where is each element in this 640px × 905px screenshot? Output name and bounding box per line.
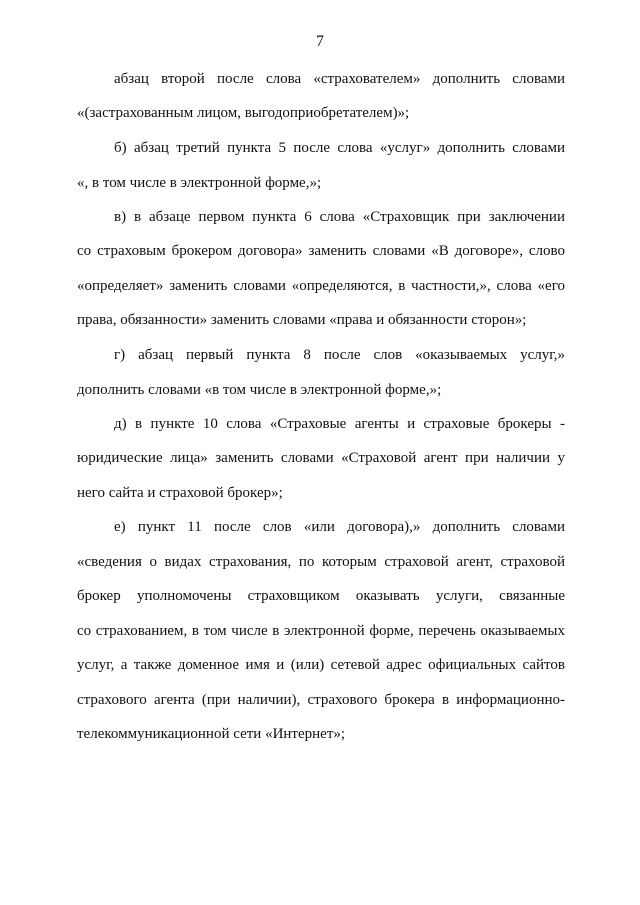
paragraph-b-line-1: б) абзац третий пункта 5 после слова «услуг» дополнить словами <box>114 140 565 156</box>
paragraph-e-line-4: со страхованием, в том числе в электронной форме, перечень оказываемых <box>77 623 565 639</box>
paragraph-e-line-1: е) пункт 11 после слов «или договора),» дополнить словами <box>114 519 565 535</box>
paragraph-e-line-7: телекоммуникационной сети «Интернет»; <box>77 726 346 742</box>
paragraph-g-line-1: г) абзац первый пункта 8 после слов «оказываемых услуг,» <box>114 347 565 363</box>
page-number: 7 <box>316 33 324 50</box>
paragraph-v-line-2: со страховым брокером договора» заменить словами «В договоре», слово <box>77 243 565 259</box>
paragraph-a-line-2: «(застрахованным лицом, выгодоприобретателем)»; <box>77 105 410 121</box>
paragraph-d-line-1: д) в пункте 10 слова «Страховые агенты и страховые брокеры - <box>114 416 565 432</box>
paragraph-e-line-2: «сведения о видах страхования, по которым страховой агент, страховой <box>77 554 565 570</box>
paragraph-e-line-3: брокер уполномочены страховщиком оказывать услуги, связанные <box>77 588 565 604</box>
paragraph-v-line-1: в) в абзаце первом пункта 6 слова «Страховщик при заключении <box>114 209 565 225</box>
paragraph-d-line-2: юридические лица» заменить словами «Страховой агент при наличии у <box>77 450 565 466</box>
paragraph-b-line-2: «, в том числе в электронной форме,»; <box>77 175 322 191</box>
paragraph-v-line-3: «определяет» заменить словами «определяются, в частности,», слова «его <box>77 278 565 294</box>
paragraph-v-line-4: права, обязанности» заменить словами «права и обязанности сторон»; <box>77 312 527 328</box>
paragraph-g-line-2: дополнить словами «в том числе в электронной форме,»; <box>77 382 442 398</box>
paragraph-d-line-3: него сайта и страховой брокер»; <box>77 485 283 501</box>
paragraph-e-line-5: услуг, а также доменное имя и (или) сетевой адрес официальных сайтов <box>77 657 565 673</box>
paragraph-e-line-6: страхового агента (при наличии), страхового брокера в информационно- <box>77 692 565 708</box>
paragraph-a-line-1: абзац второй после слова «страхователем» дополнить словами <box>114 71 565 87</box>
